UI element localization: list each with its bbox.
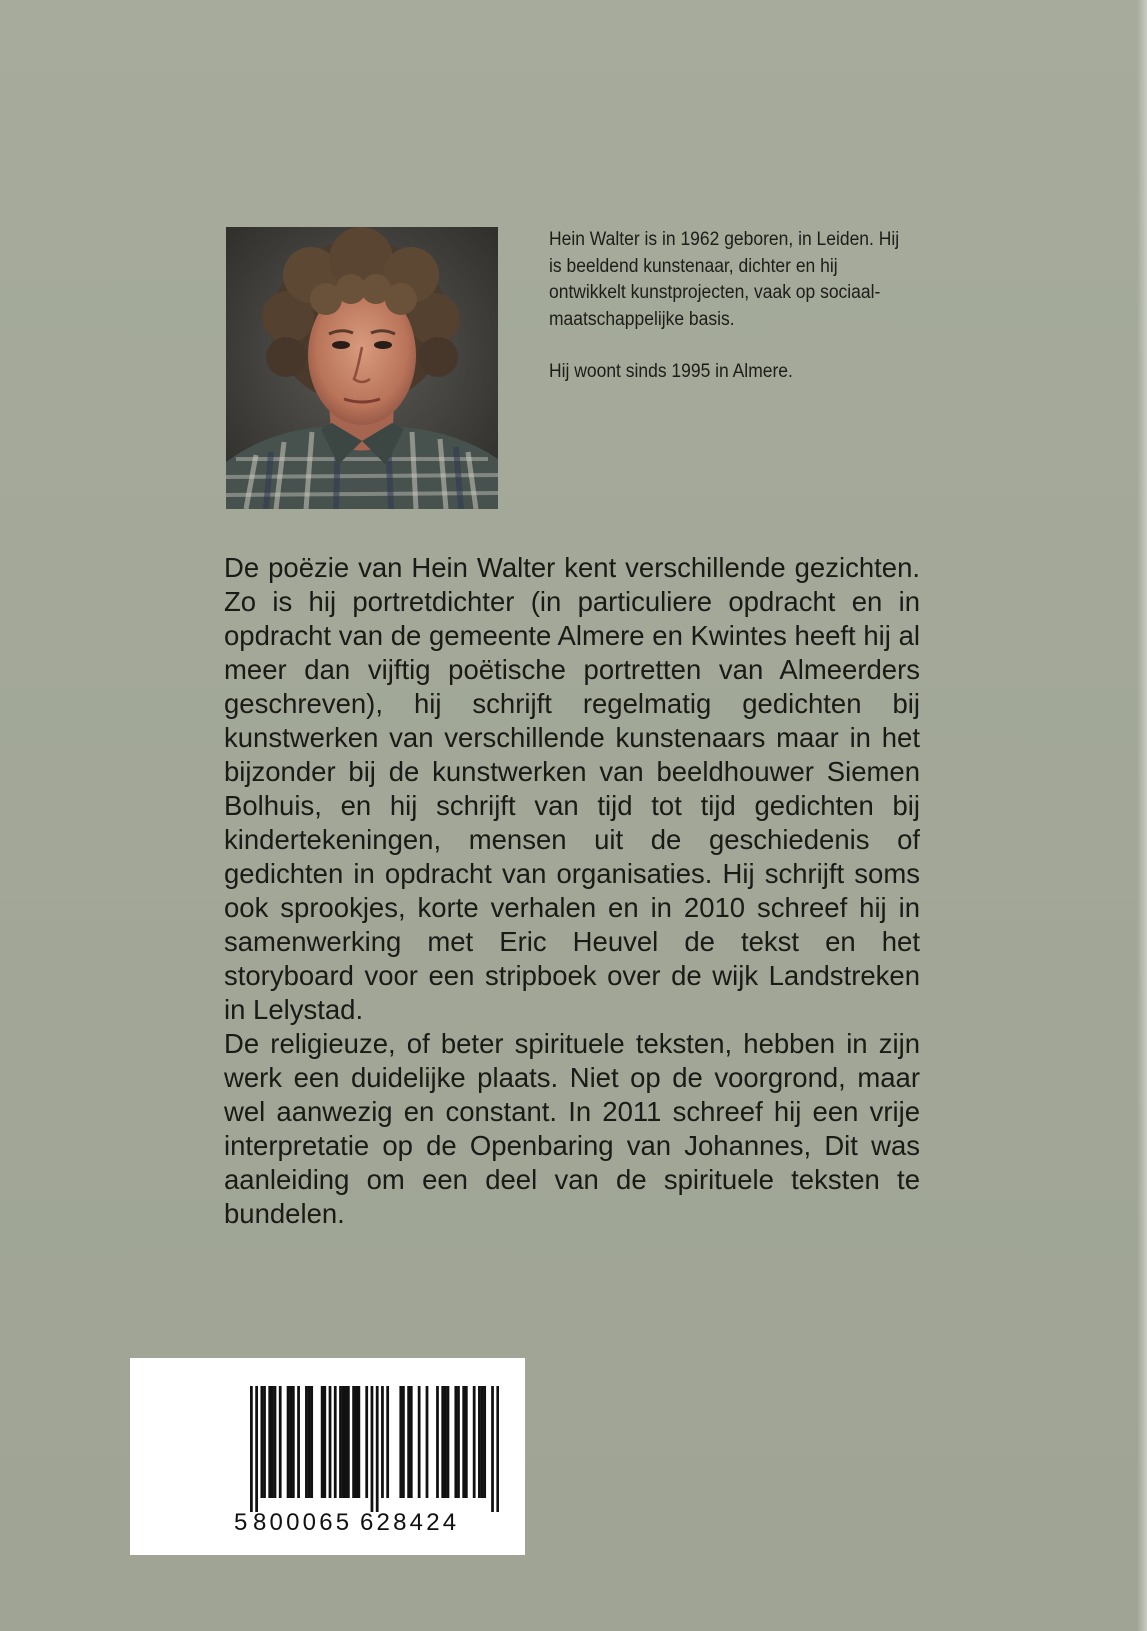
cover-edge [1137,0,1147,1631]
barcode-bar [441,1386,444,1498]
barcode-bar [292,1386,295,1498]
barcode-bar [473,1386,476,1498]
barcode-bar [447,1386,450,1498]
barcode-bar [260,1386,263,1498]
barcode-bar [347,1386,350,1498]
barcode-bar [365,1386,368,1498]
barcode-bar [308,1386,311,1498]
barcode-bar [436,1386,439,1498]
barcode-right-digits: 628424 [360,1509,460,1536]
barcode-bar [329,1386,332,1498]
barcode-bar [481,1386,484,1498]
barcode-bar [289,1386,292,1498]
barcode-bar [279,1386,282,1498]
barcode-bar [271,1386,274,1498]
barcode-bar [355,1386,358,1498]
barcode-bar [339,1386,342,1498]
author-bio-paragraph: Hein Walter is in 1962 geboren, in Leiden. Hij is beeldend kunstenaar, dichter en hij ontwikkelt kunstprojecten, vaak op sociaal-maatschappelijke basis. [549,229,900,330]
barcode-bar [250,1386,253,1512]
barcode-bar [410,1386,413,1498]
barcode-bars [250,1386,499,1512]
barcode-bar [376,1386,379,1512]
barcode-bar [386,1386,389,1498]
barcode-bar [491,1386,494,1512]
barcode-bar [454,1386,457,1498]
barcode-bar [462,1386,465,1498]
barcode-bar [426,1386,429,1498]
barcode-bar [444,1386,447,1498]
barcode-bar [274,1386,277,1498]
barcode-bar [478,1386,481,1498]
barcode-bar [344,1386,347,1498]
barcode-bar [381,1386,384,1498]
barcode-bar [334,1386,337,1498]
barcode-bar [402,1386,405,1498]
barcode-bar [371,1386,374,1512]
barcode-bar [263,1386,266,1498]
barcode-bar [399,1386,402,1498]
barcode-bar [465,1386,468,1498]
barcode-bar [297,1386,300,1498]
author-photo [226,227,498,509]
barcode-bar [321,1386,324,1498]
barcode-bar [496,1386,499,1512]
barcode-bar [352,1386,355,1498]
barcode-number [234,1506,504,1540]
barcode-left-digits: 800065 [253,1509,353,1536]
author-residence: Hij woont sinds 1995 in Almere. [549,361,793,382]
author-bio [549,227,908,386]
book-description [224,551,920,1231]
description-paragraph: De religieuze, of beter spirituele teksten, hebben in zijn werk een duidelijke plaats. Niet op de voorgrond, maar wel aanwezig en constant. In 2011 schreef hij een vrije interpretatie op de Openbaring van Johannes, Dit was aanleiding om een deel van de spirituele teksten te bundelen. [224,1028,920,1229]
description-paragraph: De poëzie van Hein Walter kent verschillende gezichten. Zo is hij portretdichter (in particuliere opdracht en in opdracht van de gemeente Almere en Kwintes heeft hij al meer dan vijftig poëtische portretten van Almeerders geschreven), hij schrijft regelmatig gedichten bij kunstwerken van verschillende kunstenaars maar in het bijzonder bij de kunstwerken van beeldhouwer Siemen Bolhuis, en hij schrijft van tijd tot tijd gedichten bij kindertekeningen, mensen uit de geschiedenis of gedichten in opdracht van organisaties. Hij schrijft soms ook sprookjes, korte verhalen en in 2010 schreef hij in samenwerking met Eric Heuvel de tekst en het storyboard voor een stripboek over de wijk Landstreken in Lelystad. [224,552,920,1025]
barcode-bar [323,1386,326,1498]
barcode-first-digit: 5 [234,1509,248,1536]
barcode-bar [268,1386,271,1498]
barcode-bar [305,1386,308,1498]
barcode-bar [483,1386,486,1498]
barcode-bar [407,1386,410,1498]
barcode-bar [310,1386,313,1498]
barcode-bar [457,1386,460,1498]
barcode-bar [287,1386,290,1498]
barcode-bar [418,1386,421,1498]
barcode-bar [357,1386,360,1498]
barcode-bar [342,1386,345,1498]
barcode-bar [255,1386,258,1512]
